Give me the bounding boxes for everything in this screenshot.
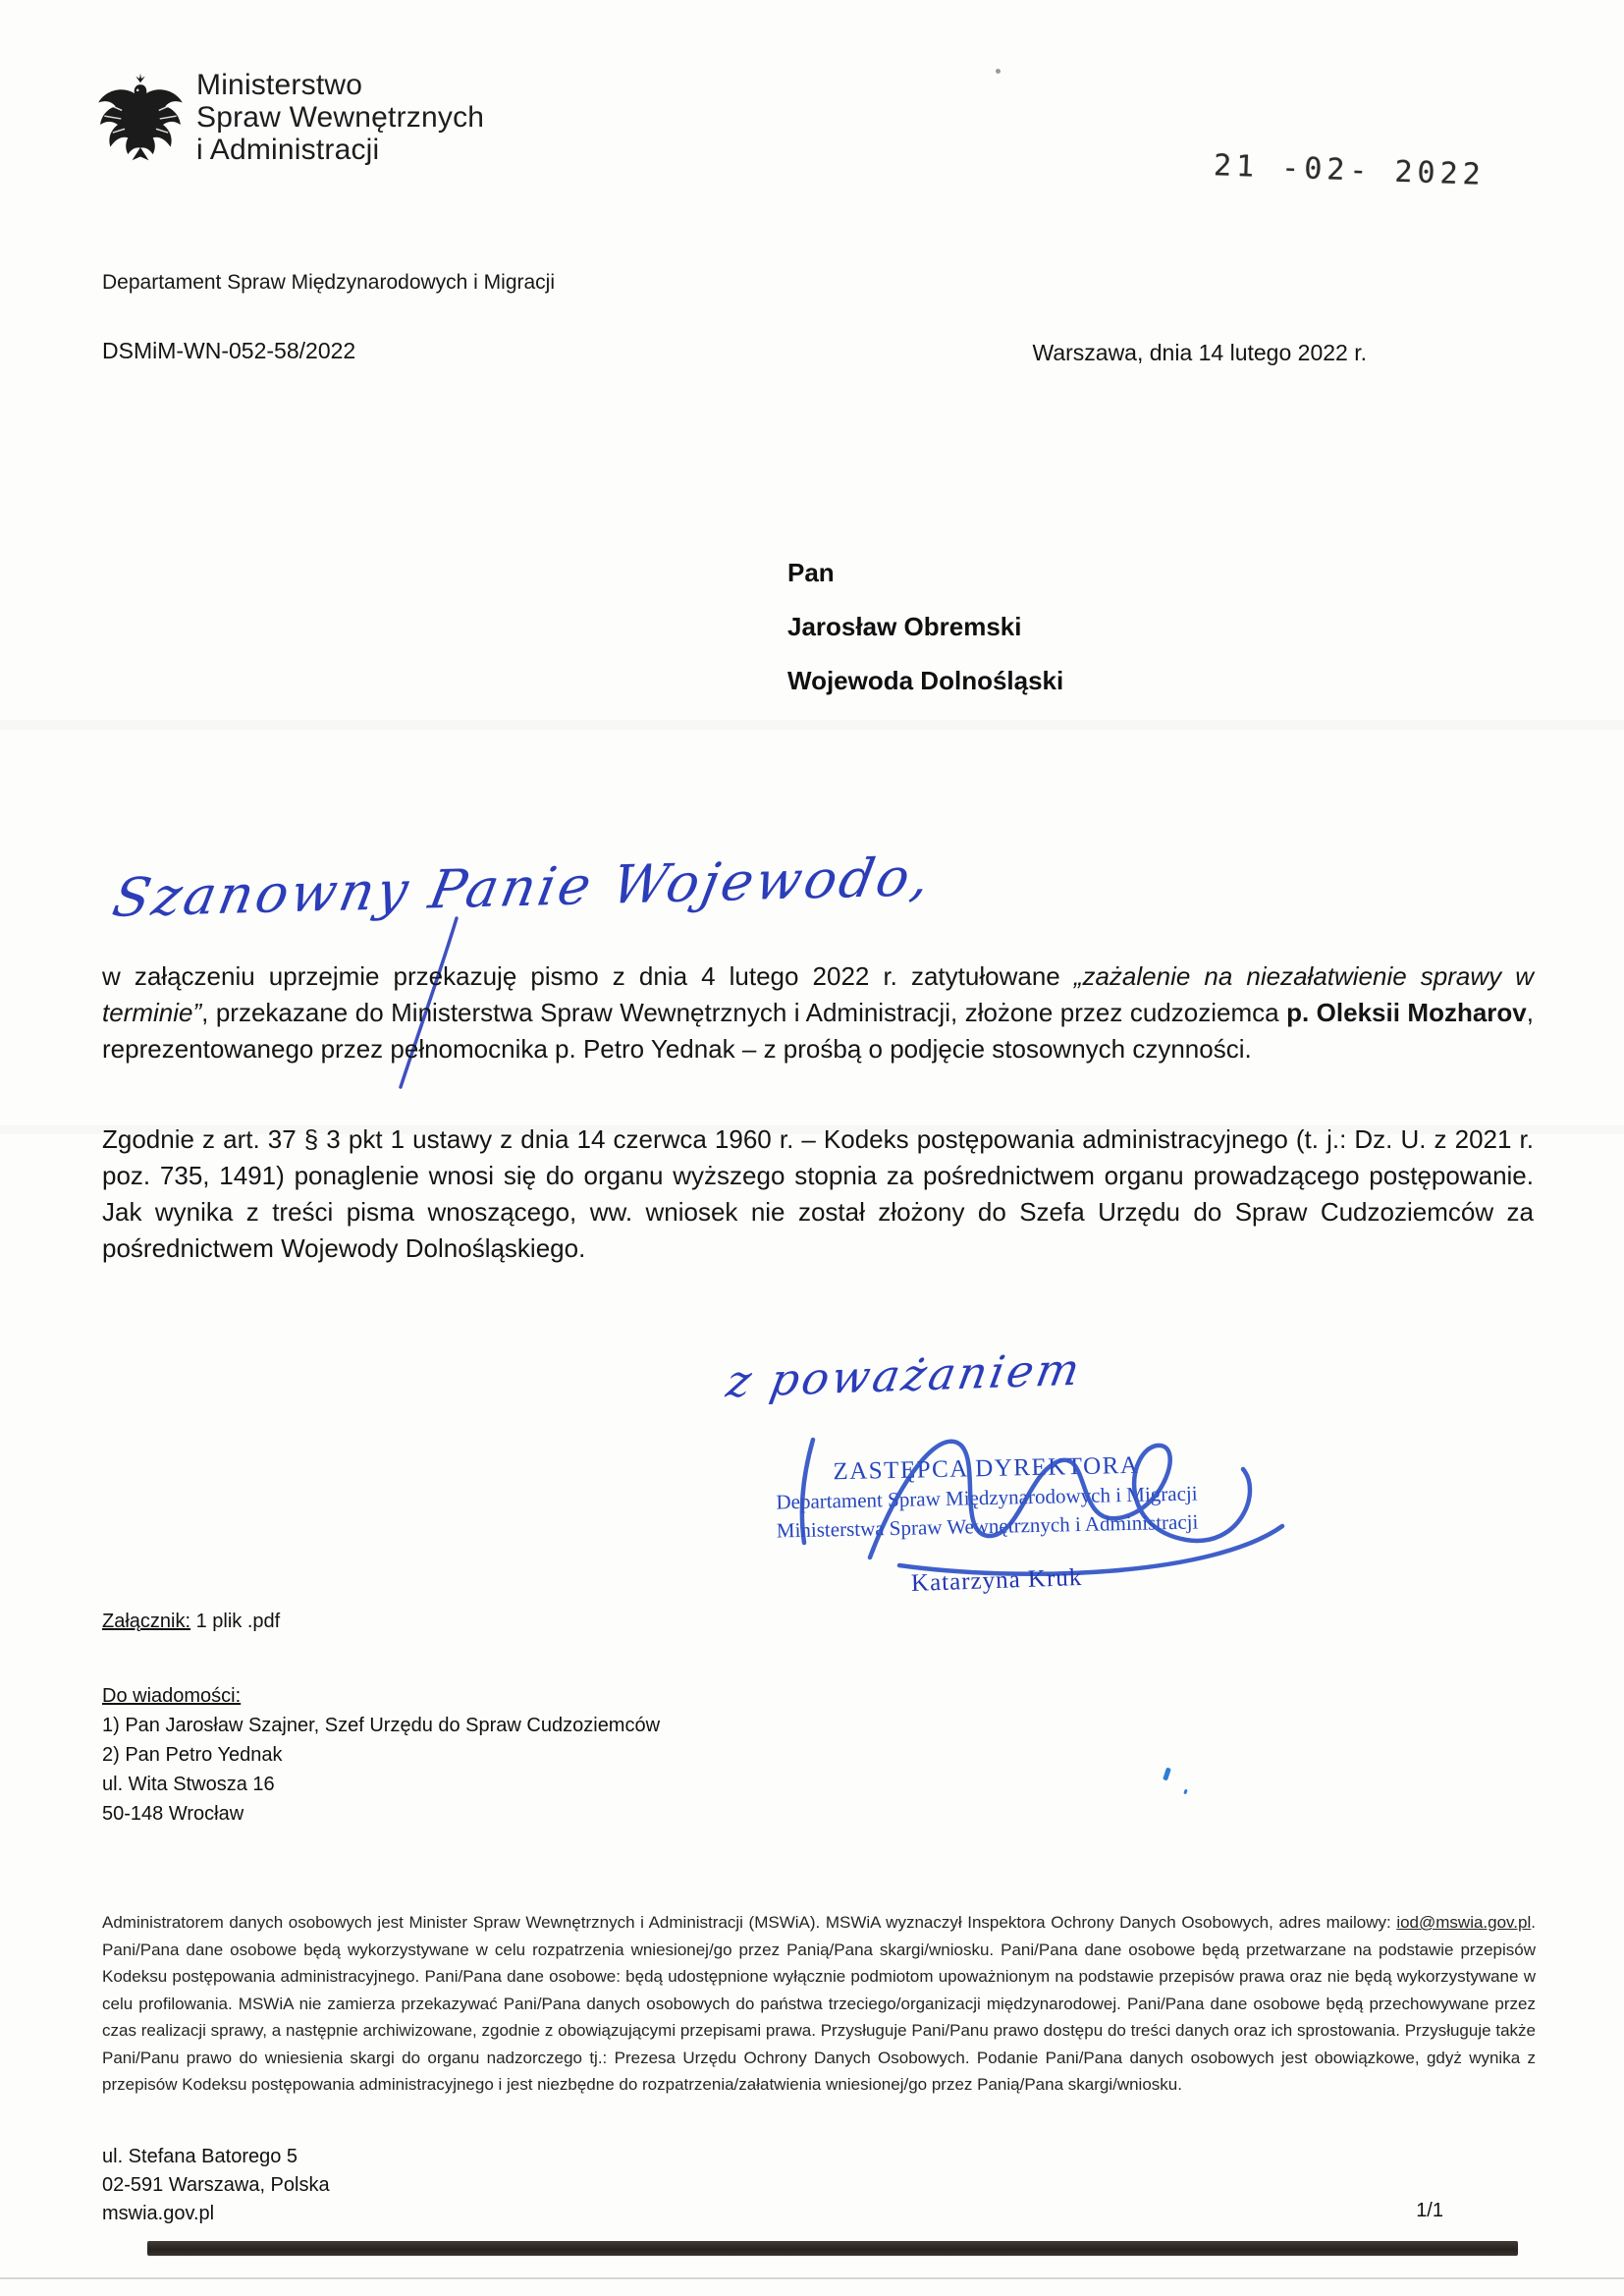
privacy-text: Administratorem danych osobowych jest Minister Spraw Wewnętrznych i Administracji (MSWiA). MSWiA wyznaczył Inspektora Ochrony Danych Osobowych, adres mailowy: — [102, 1913, 1397, 1932]
handwritten-closing: z poważaniem — [723, 1342, 1087, 1408]
place-and-date: Warszawa, dnia 14 lutego 2022 r. — [1032, 340, 1367, 365]
handwritten-signature — [752, 1410, 1302, 1587]
signer-name: Katarzyna Kruk — [910, 1563, 1083, 1598]
quoted-title-italic: „zażalenie na niezałatwienie sprawy w terminie” — [102, 961, 1534, 1027]
cc-item: ul. Wita Stwosza 16 — [102, 1774, 275, 1795]
coat-of-arms-eagle-icon — [94, 67, 187, 169]
stamp-ministry: Ministerstwa Spraw Wewnętrznych i Administracji — [776, 1509, 1199, 1543]
ministry-name-line: i Administracji — [196, 134, 380, 166]
paragraph-text: , przekazane do Ministerstwa Spraw Wewnętrznych i Administracji, złożone przez cudzoziemca — [201, 998, 1287, 1027]
privacy-notice — [102, 1909, 1536, 2099]
cc-item: 50-148 Wrocław — [102, 1803, 244, 1825]
footer-website: mswia.gov.pl — [102, 2203, 215, 2224]
recipient-title: Wojewoda Dolnośląski — [787, 666, 1064, 695]
footer-street: ul. Stefana Batorego 5 — [102, 2146, 298, 2167]
cc-label: Do wiadomości: — [102, 1685, 242, 1707]
privacy-email: iod@mswia.gov.pl — [1396, 1913, 1532, 1932]
footer-address — [102, 2143, 330, 2228]
paragraph-text: , reprezentowanego przez pełnomocnika p. Petro Yednak – z prośbą o podjęcie stosownych czynności. — [102, 998, 1534, 1064]
attachment-value: 1 plik .pdf — [190, 1611, 281, 1632]
scan-streak — [0, 720, 1624, 730]
paragraph-text: w załączeniu uprzejmie przekazuję pismo z dnia 4 lutego 2022 r. zatytułowane — [102, 961, 1074, 991]
attachment-label: Załącznik: — [102, 1611, 191, 1632]
ministry-name — [196, 69, 484, 166]
body-paragraph-1 — [102, 958, 1534, 1067]
scan-edge-bar — [147, 2241, 1518, 2256]
footer-city: 02-591 Warszawa, Polska — [102, 2174, 330, 2196]
recipient-salutation: Pan — [787, 558, 835, 587]
scan-edge-line — [0, 2277, 1624, 2279]
ministry-name-line: Spraw Wewnętrznych — [196, 101, 485, 134]
recipient-name: Jarosław Obremski — [787, 612, 1022, 641]
ministry-name-line: Ministerstwo — [196, 69, 363, 101]
stamp-department: Departament Spraw Międzynarodowych i Migracji — [776, 1481, 1198, 1514]
ink-speck — [1183, 1789, 1187, 1795]
privacy-text: . Pani/Pana dane osobowe będą wykorzystywane w celu rozpatrzenia wniesionej/go przez Panią/Pana skargi/wniosku. Pani/Pana dane osobowe będą przetwarzane na podstawie przepisów Kodeksu postępowania administracyjnego. Pani/Pana dane osobowe: będą udostępnione wyłącznie podmiotom upoważnionym na podstawie przepisów prawa oraz nie będą wykorzystywane w celu profilowania. MSWiA nie zamierza przekazywać Pani/Pana danych osobowych do państwa trzeciego/organizacji międzynarodowej. Pani/Pana dane osobowe będą przechowywane przez czas realizacji sprawy, a następnie archiwizowane, zgodnie z obowiązującymi przepisami prawa. Przysługuje Pani/Panu prawo dostępu do treści danych oraz ich sprostowania. Przysługuje także Pani/Panu prawo do wniesienia skargi do organu nadzorczego tj.: Prezesa Urzędu Ochrony Danych Osobowych. Podanie Pani/Pana danych osobowych jest obowiązkowe, gdyż wynika z przepisów Kodeksu postępowania administracyjnego i jest niezbędne do rozpatrzenia/załatwienia wniesionej/go przez Panią/Pana skargi/wniosku. — [102, 1913, 1536, 2094]
attachment-line — [102, 1611, 280, 1633]
cc-item: 2) Pan Petro Yednak — [102, 1744, 283, 1766]
reference-number: DSMiM-WN-052-58/2022 — [102, 338, 356, 363]
foreigner-name-bold: p. Oleksii Mozharov — [1286, 998, 1527, 1027]
department-name: Departament Spraw Międzynarodowych i Migracji — [102, 271, 556, 294]
cc-item: 1) Pan Jarosław Szajner, Szef Urzędu do Spraw Cudzoziemców — [102, 1715, 661, 1736]
received-date-stamp: 21 -02- 2022 — [1213, 148, 1487, 192]
ink-speck — [996, 69, 1001, 74]
cc-block — [102, 1681, 660, 1829]
handwritten-greeting: Szanowny Panie Wojewodo, — [107, 846, 938, 929]
stamp-title: ZASTĘPCA DYREKTORA — [833, 1451, 1140, 1486]
ink-speck — [1163, 1768, 1171, 1781]
page-number: 1/1 — [1416, 2200, 1443, 2221]
recipient-block — [787, 546, 1063, 708]
body-paragraph-2: Zgodnie z art. 37 § 3 pkt 1 ustawy z dnia 14 czerwca 1960 r. – Kodeks postępowania administracyjnego (t. j.: Dz. U. z 2021 r. poz. 735, 1491) ponaglenie wnosi się do organu wyższego stopnia za pośrednictwem organu prowadzącego postępowanie. Jak wynika z treści pisma wnoszącego, ww. wniosek nie został złożony do Szefa Urzędu do Spraw Cudzoziemców za pośrednictwem Wojewody Dolnośląskiego. — [102, 1124, 1534, 1263]
